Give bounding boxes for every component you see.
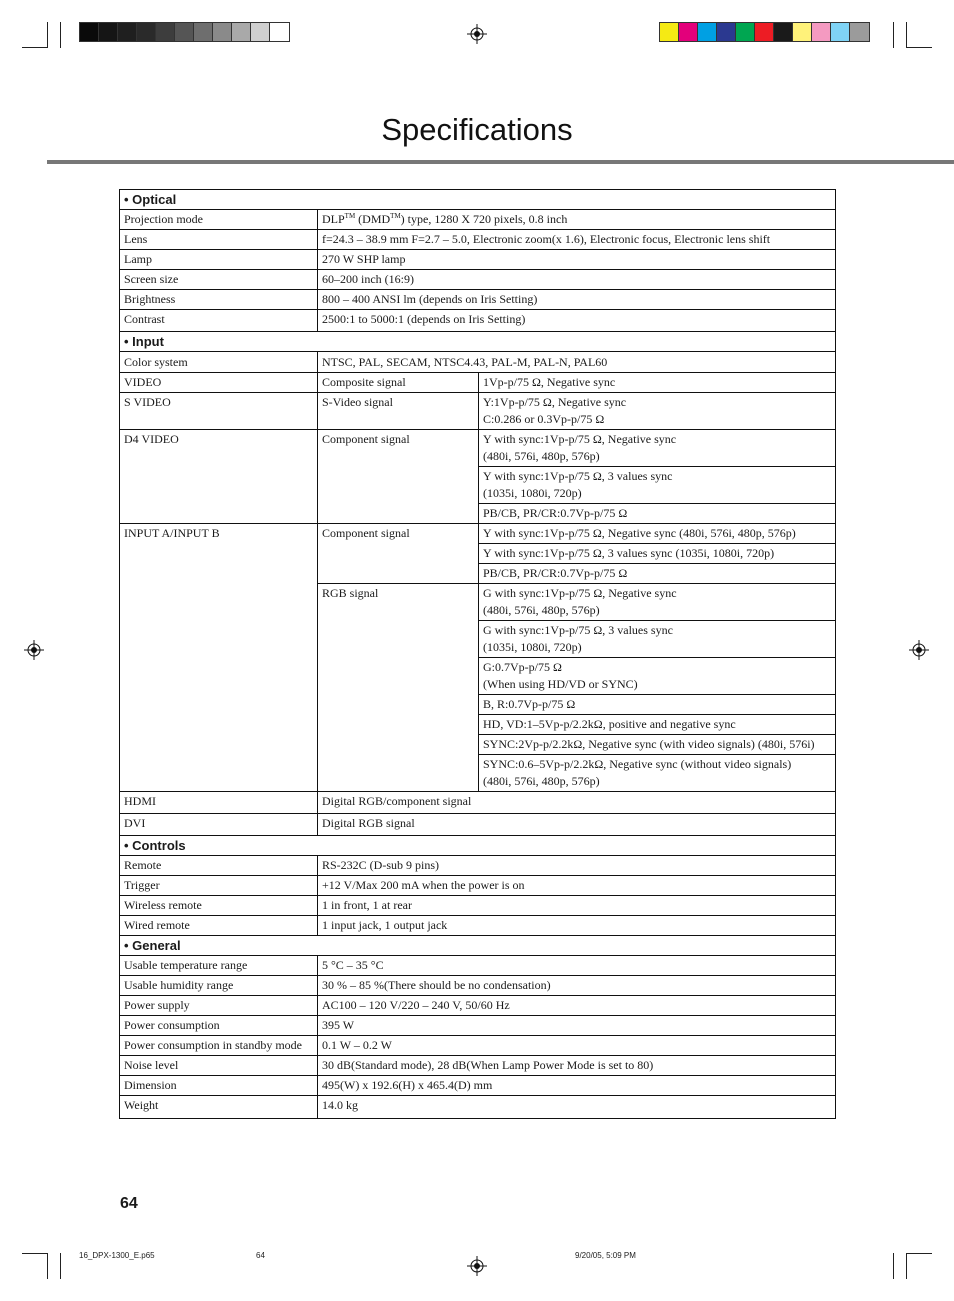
section-title: • Optical — [120, 190, 836, 210]
spec-label: Noise level — [120, 1056, 318, 1076]
signal-spec: SYNC:2Vp-p/2.2kΩ, Negative sync (with video signals) (480i, 576i) — [479, 735, 836, 755]
table-row — [120, 792, 836, 814]
signal-spec: G with sync:1Vp-p/75 Ω, Negative sync (480i, 576i, 480p, 576p) — [479, 584, 836, 621]
color-swatch — [850, 23, 869, 41]
crop-mark — [60, 22, 61, 48]
registration-mark-icon — [24, 640, 44, 660]
crop-mark — [906, 47, 932, 48]
spec-value: 30 dB(Standard mode), 28 dB(When Lamp Power Mode is set to 80) — [318, 1056, 836, 1076]
table-row — [120, 310, 836, 332]
section-header-general — [120, 936, 836, 956]
specifications-table — [119, 189, 836, 1119]
spec-value: NTSC, PAL, SECAM, NTSC4.43, PAL-M, PAL-N, PAL60 — [318, 352, 836, 373]
gray-swatch-bar — [79, 22, 290, 42]
signal-type: Component signal — [318, 524, 479, 584]
signal-type: S-Video signal — [318, 393, 479, 430]
crop-mark — [22, 47, 48, 48]
crop-mark — [22, 1253, 48, 1254]
color-swatch — [698, 23, 717, 41]
table-row — [120, 976, 836, 996]
spec-label: Screen size — [120, 270, 318, 290]
spec-label: Wired remote — [120, 916, 318, 936]
registration-mark-icon — [467, 24, 487, 44]
spec-value: 14.0 kg — [318, 1096, 836, 1119]
color-swatch — [251, 23, 270, 41]
registration-mark-icon — [909, 640, 929, 660]
color-swatch — [118, 23, 137, 41]
spec-label: D4 VIDEO — [120, 430, 318, 524]
spec-label: Dimension — [120, 1076, 318, 1096]
footer-timestamp: 9/20/05, 5:09 PM — [575, 1251, 636, 1260]
signal-spec: PB/CB, PR/CR:0.7Vp-p/75 Ω — [479, 564, 836, 584]
color-swatch — [679, 23, 698, 41]
spec-label: Power consumption in standby mode — [120, 1036, 318, 1056]
spec-label: Projection mode — [120, 210, 318, 230]
signal-spec: 1Vp-p/75 Ω, Negative sync — [479, 373, 836, 393]
section-title: • Input — [120, 332, 836, 352]
spec-value: 5 °C – 35 °C — [318, 956, 836, 976]
color-swatch — [80, 23, 99, 41]
section-title: • General — [120, 936, 836, 956]
table-row — [120, 210, 836, 230]
section-header-input — [120, 332, 836, 352]
spec-value: 1 in front, 1 at rear — [318, 896, 836, 916]
signal-spec: HD, VD:1–5Vp-p/2.2kΩ, positive and negative sync — [479, 715, 836, 735]
color-swatch — [270, 23, 289, 41]
title-rule — [47, 160, 954, 164]
spec-label: Usable temperature range — [120, 956, 318, 976]
spec-label: Remote — [120, 856, 318, 876]
table-row — [120, 250, 836, 270]
table-row — [120, 430, 836, 467]
color-swatch — [774, 23, 793, 41]
spec-value: 395 W — [318, 1016, 836, 1036]
spec-value: DLP™ (DMD™) type, 1280 X 720 pixels, 0.8 inch — [318, 210, 836, 230]
table-row — [120, 352, 836, 373]
spec-label: INPUT A/INPUT B — [120, 524, 318, 792]
spec-value: 60–200 inch (16:9) — [318, 270, 836, 290]
table-row — [120, 373, 836, 393]
signal-type: RGB signal — [318, 584, 479, 792]
color-swatch — [137, 23, 156, 41]
signal-spec: Y with sync:1Vp-p/75 Ω, Negative sync (480i, 576i, 480p, 576p) — [479, 524, 836, 544]
color-swatch — [99, 23, 118, 41]
color-swatch — [793, 23, 812, 41]
color-swatch — [812, 23, 831, 41]
spec-label: Lens — [120, 230, 318, 250]
section-header-controls — [120, 836, 836, 856]
spec-label: Brightness — [120, 290, 318, 310]
crop-mark — [60, 1253, 61, 1279]
registration-mark-icon — [467, 1256, 487, 1276]
color-swatch — [175, 23, 194, 41]
signal-spec: SYNC:0.6–5Vp-p/2.2kΩ, Negative sync (without video signals) (480i, 576i, 480p, 576p) — [479, 755, 836, 792]
color-swatch — [736, 23, 755, 41]
table-row — [120, 270, 836, 290]
spec-label: HDMI — [120, 792, 318, 814]
signal-spec: Y with sync:1Vp-p/75 Ω, 3 values sync (1035i, 1080i, 720p) — [479, 544, 836, 564]
signal-spec: G:0.7Vp-p/75 Ω (When using HD/VD or SYNC) — [479, 658, 836, 695]
crop-mark — [47, 22, 48, 48]
table-row — [120, 1076, 836, 1096]
spec-value: 495(W) x 192.6(H) x 465.4(D) mm — [318, 1076, 836, 1096]
footer-filename: 16_DPX-1300_E.p65 — [79, 1251, 155, 1260]
spec-label: DVI — [120, 814, 318, 836]
color-swatch — [717, 23, 736, 41]
color-swatch — [232, 23, 251, 41]
spec-value: 270 W SHP lamp — [318, 250, 836, 270]
table-row — [120, 996, 836, 1016]
spec-value: 1 input jack, 1 output jack — [318, 916, 836, 936]
section-header-optical — [120, 190, 836, 210]
spec-value: Digital RGB/component signal — [318, 792, 836, 814]
spec-value: f=24.3 – 38.9 mm F=2.7 – 5.0, Electronic zoom(x 1.6), Electronic focus, Electronic lens shift — [318, 230, 836, 250]
spec-value: 2500:1 to 5000:1 (depends on Iris Setting) — [318, 310, 836, 332]
table-row — [120, 856, 836, 876]
spec-value: AC100 – 120 V/220 – 240 V, 50/60 Hz — [318, 996, 836, 1016]
signal-spec: Y with sync:1Vp-p/75 Ω, 3 values sync (1035i, 1080i, 720p) — [479, 467, 836, 504]
table-row — [120, 956, 836, 976]
spec-label: S VIDEO — [120, 393, 318, 430]
crop-mark — [906, 22, 907, 48]
table-row — [120, 230, 836, 250]
spec-label: Contrast — [120, 310, 318, 332]
table-row — [120, 524, 836, 544]
table-row — [120, 1036, 836, 1056]
crop-mark — [906, 1253, 932, 1254]
spec-label: Trigger — [120, 876, 318, 896]
spec-label: Usable humidity range — [120, 976, 318, 996]
table-row — [120, 814, 836, 836]
color-swatch — [831, 23, 850, 41]
page-number: 64 — [120, 1195, 138, 1212]
spec-value: +12 V/Max 200 mA when the power is on — [318, 876, 836, 896]
crop-mark — [893, 1253, 894, 1279]
spec-label: VIDEO — [120, 373, 318, 393]
spec-value: 800 – 400 ANSI lm (depends on Iris Setting) — [318, 290, 836, 310]
color-swatch — [213, 23, 232, 41]
table-row — [120, 1016, 836, 1036]
spec-label: Color system — [120, 352, 318, 373]
signal-spec: Y with sync:1Vp-p/75 Ω, Negative sync (480i, 576i, 480p, 576p) — [479, 430, 836, 467]
color-swatch — [755, 23, 774, 41]
color-swatch-bar — [659, 22, 870, 42]
signal-spec: B, R:0.7Vp-p/75 Ω — [479, 695, 836, 715]
crop-mark — [47, 1253, 48, 1279]
table-row — [120, 1096, 836, 1119]
signal-spec: G with sync:1Vp-p/75 Ω, 3 values sync (1035i, 1080i, 720p) — [479, 621, 836, 658]
spec-value: RS-232C (D-sub 9 pins) — [318, 856, 836, 876]
signal-type: Component signal — [318, 430, 479, 524]
spec-label: Wireless remote — [120, 896, 318, 916]
color-swatch — [660, 23, 679, 41]
signal-spec: PB/CB, PR/CR:0.7Vp-p/75 Ω — [479, 504, 836, 524]
spec-label: Power consumption — [120, 1016, 318, 1036]
table-row — [120, 876, 836, 896]
table-row — [120, 916, 836, 936]
table-row — [120, 393, 836, 430]
signal-type: Composite signal — [318, 373, 479, 393]
spec-value: Digital RGB signal — [318, 814, 836, 836]
table-row — [120, 1056, 836, 1076]
footer-page: 64 — [256, 1251, 265, 1260]
crop-mark — [893, 22, 894, 48]
spec-label: Lamp — [120, 250, 318, 270]
spec-value: 30 % – 85 %(There should be no condensation) — [318, 976, 836, 996]
section-title: • Controls — [120, 836, 836, 856]
color-swatch — [194, 23, 213, 41]
spec-label: Power supply — [120, 996, 318, 1016]
signal-spec: Y:1Vp-p/75 Ω, Negative sync C:0.286 or 0.3Vp-p/75 Ω — [479, 393, 836, 430]
crop-mark — [906, 1253, 907, 1279]
spec-value: 0.1 W – 0.2 W — [318, 1036, 836, 1056]
spec-label: Weight — [120, 1096, 318, 1119]
table-row — [120, 290, 836, 310]
page-title: Specifications — [381, 112, 573, 147]
table-row — [120, 896, 836, 916]
color-swatch — [156, 23, 175, 41]
